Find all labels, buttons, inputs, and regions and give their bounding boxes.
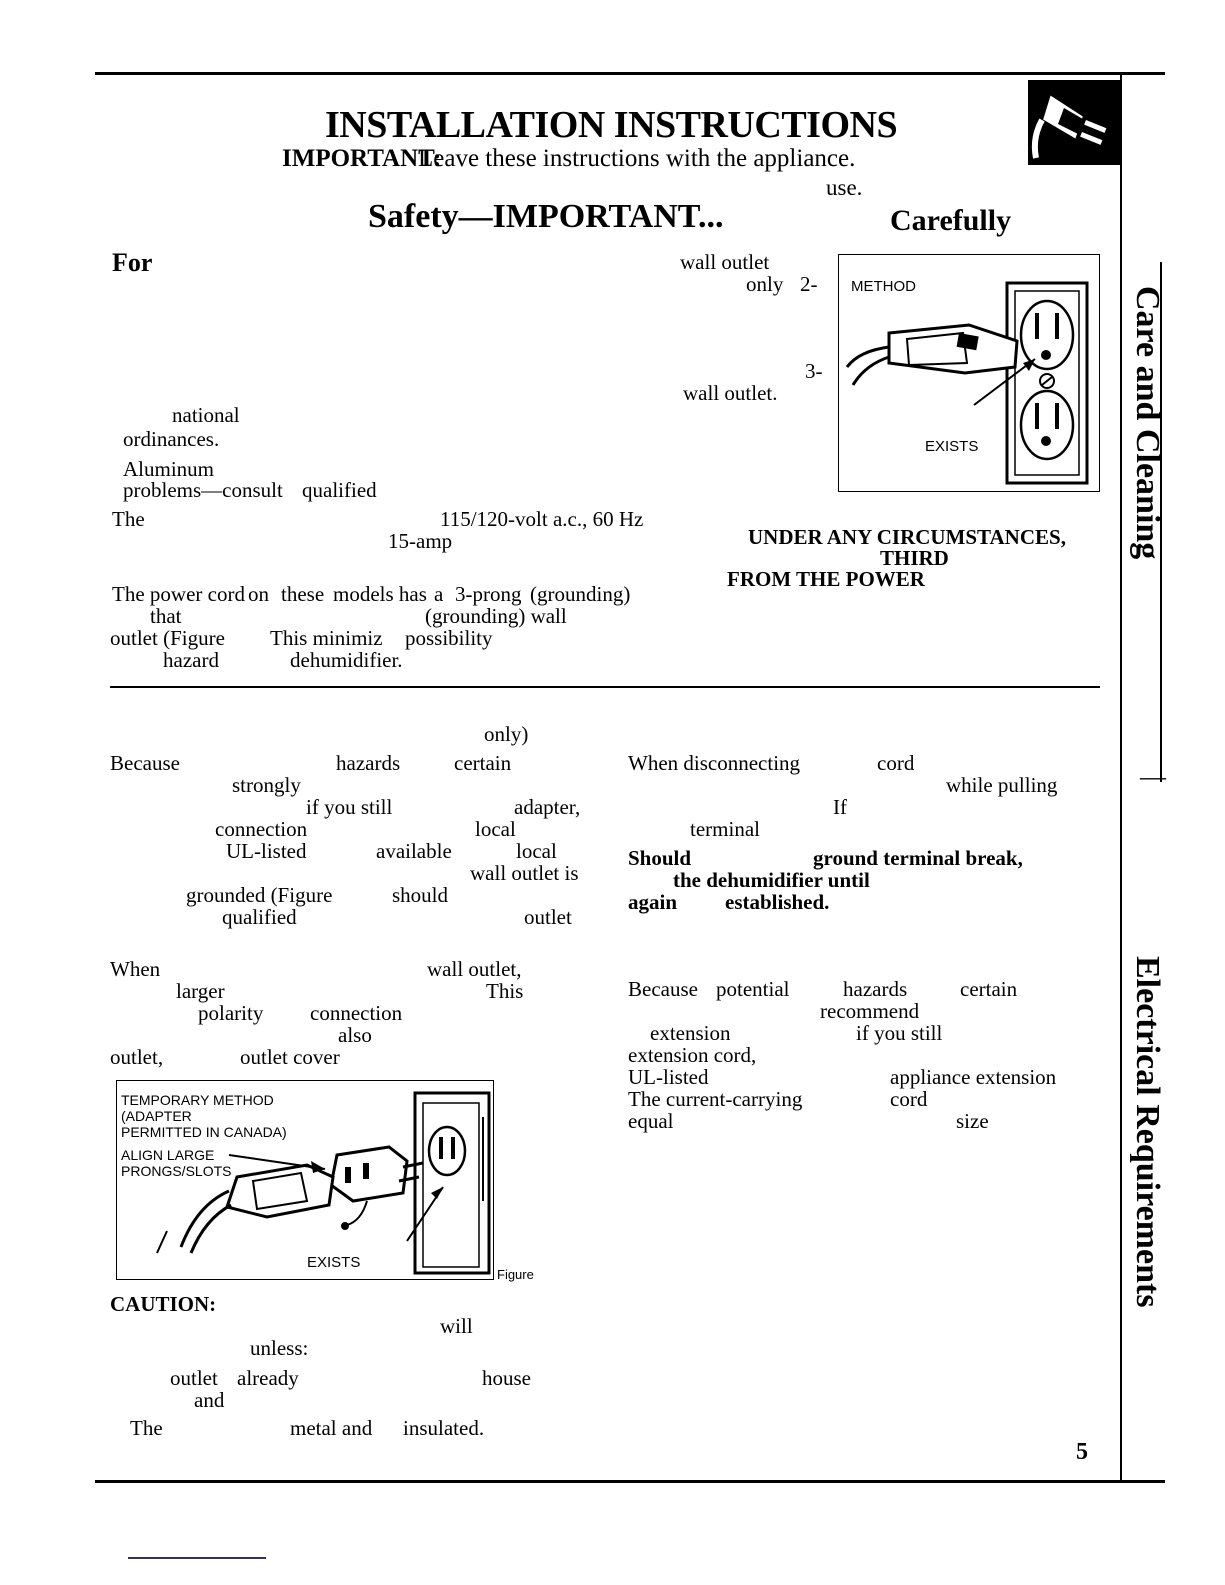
ullisted-word-2: UL-listed [628,1065,709,1089]
appliance-extension: appliance extension [890,1065,1057,1089]
terminal-word: terminal [690,817,760,841]
cord-word-6: 3-prong [455,582,522,606]
important-text: Leave these instructions with the appliance. [418,145,856,172]
sidebar-dash: — [1140,762,1166,791]
only-word: only [746,272,784,296]
should-bold: Should [628,846,692,870]
established-word: established. [725,890,830,914]
hazards-word-2: hazards [843,977,908,1001]
third-word: THIRD [880,546,949,570]
under-circumstances: UNDER ANY CIRCUMSTANCES, [748,525,1066,549]
outlet-figure: outlet (Figure [110,626,225,650]
wall-outlet-comma: wall outlet, [427,957,522,981]
cord-word-2: cord [890,1087,928,1111]
outlet-word-3: outlet [170,1366,218,1390]
potential-word: potential [716,977,790,1001]
extension-cord: extension cord, [628,1043,757,1067]
polarity-word: polarity [198,1001,264,1025]
extension-word: extension [650,1021,731,1045]
will-word: will [440,1314,473,1338]
problems-word: problems—consult [123,478,283,502]
cord-word-2: on [248,582,269,606]
walloutlet-word: wall outlet [680,250,770,274]
top-rule [95,72,1165,75]
insulated-word: insulated. [403,1416,485,1440]
ullisted-word: UL-listed [226,839,307,863]
two-prong: 2- [800,272,818,296]
local-word-2: local [516,839,557,863]
house-word: house [482,1366,531,1390]
walloutlet-word-2: wall outlet. [683,381,778,405]
the-word-2: The [130,1416,163,1440]
tab-electrical-requirements[interactable]: Electrical Requirements [1129,956,1166,1308]
temporary-method-label: TEMPORARY METHOD [121,1092,274,1108]
national-word: national [172,403,240,427]
figure-label: Figure [497,1267,534,1282]
section-divider [110,686,1100,688]
local-word: local [475,817,516,841]
safety-heading: Safety—IMPORTANT... [368,198,724,235]
unless-word: unless: [250,1336,309,1360]
certain-word-2: certain [960,977,1018,1001]
outlet-cover: outlet cover [240,1045,340,1069]
metal-and: metal and [290,1416,373,1440]
permitted-canada-label: PERMITTED IN CANADA) [121,1124,287,1140]
ground-terminal-break: ground terminal break, [813,846,1023,870]
while-pulling: while pulling [946,773,1058,797]
because-word: Because [110,751,180,775]
adapter-word: adapter, [514,795,581,819]
qualified-word-2: qualified [222,905,297,929]
if-still-2: if you still [856,1021,943,1045]
exists-label: EXISTS [925,438,979,455]
certain-word: certain [454,751,512,775]
cord-word-3: these [281,582,325,606]
for-word: For [112,248,153,277]
grounded-figure: grounded (Figure [186,883,333,907]
connection-word: connection [215,817,308,841]
voltage-text: 115/120-volt a.c., 60 Hz [440,507,644,531]
minimiz-word: This minimiz [270,626,383,650]
qualified-word: qualified [302,478,377,502]
from-power: FROM THE POWER [727,567,925,591]
page-title: INSTALLATION INSTRUCTIONS [325,104,898,146]
dehumidifier-word: dehumidifier. [290,648,403,672]
three-prong: 3- [805,359,823,383]
grounding-wall: (grounding) wall [425,604,567,628]
important-label: IMPORTANT: [282,145,442,172]
outlet-word: outlet [524,905,572,929]
again-word: again [628,890,678,914]
larger-word: larger [176,979,225,1003]
if-still: if you still [306,795,393,819]
exists-label-2: EXISTS [307,1254,361,1271]
aluminum-word: Aluminum [123,457,215,481]
equal-word: equal [628,1109,674,1133]
caution-label: CAUTION: [110,1292,217,1316]
cord-word-7: (grounding) [530,582,631,606]
only-paren: only) [484,722,529,746]
figure-grounded-outlet [838,254,1100,492]
adapter-label: (ADAPTER [121,1108,192,1124]
strongly-word: strongly [232,773,301,797]
cord-word: cord [877,751,915,775]
dehumidifier-until: the dehumidifier until [673,868,870,892]
align-large-label: ALIGN LARGE [121,1147,215,1163]
cord-word-1: The power cord [112,582,245,606]
that-word: that [150,604,182,628]
use-word: use. [826,175,863,200]
bottom-rule [95,1480,1165,1483]
size-word: size [956,1109,989,1133]
connection-word-2: connection [310,1001,403,1025]
plug-icon [1028,80,1120,165]
prongs-slots-label: PRONGS/SLOTS [121,1163,232,1179]
ordinances-word: ordinances. [123,427,220,451]
hazards-word: hazards [336,751,401,775]
also-word: also [338,1023,372,1047]
amp-text: 15-amp [388,529,453,553]
outlet-comma: outlet, [110,1045,164,1069]
footer-link-line [128,1557,266,1559]
when-word: When [110,957,161,981]
cord-word-5: a [434,582,444,606]
possibility-word: possibility [405,626,493,650]
figure-temporary-method [116,1080,494,1280]
recommend-word: recommend [820,999,920,1023]
method-label: METHOD [851,278,916,295]
carefully-heading: Carefully [890,204,1012,237]
and-word: and [194,1388,225,1412]
sidebar-divider [1120,72,1122,1482]
should-word: should [392,883,449,907]
tab-care-and-cleaning[interactable]: Care and Cleaning [1129,286,1166,560]
already-word: already [237,1366,299,1390]
when-disconnecting: When disconnecting [628,751,801,775]
the-word: The [112,507,145,531]
current-carrying: The current-carrying [628,1087,803,1111]
page-number: 5 [1076,1439,1088,1465]
wall-outlet-is: wall outlet is [470,861,579,885]
because-word-2: Because [628,977,698,1001]
if-word: If [833,795,847,819]
cord-word-4: models has [333,582,427,606]
this-word: This [486,979,524,1003]
available-word: available [376,839,452,863]
hazard-word: hazard [163,648,219,672]
